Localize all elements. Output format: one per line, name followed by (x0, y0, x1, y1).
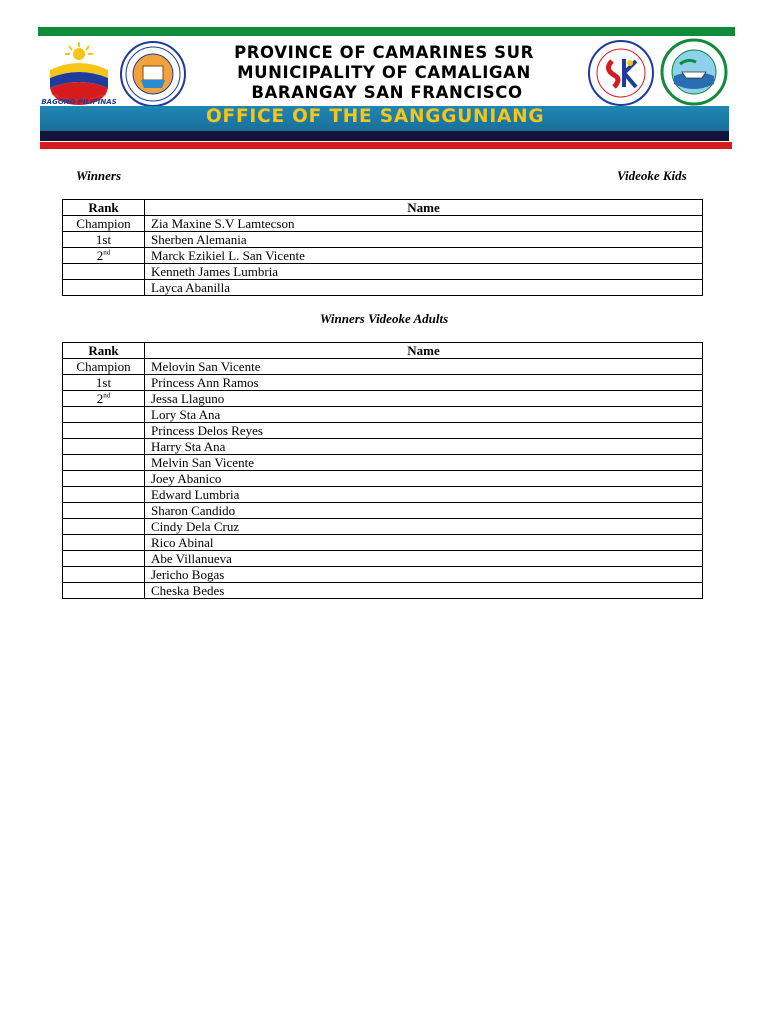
table-row (63, 216, 703, 232)
header-dark-band (40, 131, 729, 141)
rank-value: 2 (96, 248, 104, 263)
kids-category-label: Videoke Kids (617, 168, 687, 183)
name-cell: Joey Abanico (145, 471, 703, 487)
table-row (63, 519, 703, 535)
header-address (200, 43, 568, 103)
rank-cell (63, 487, 145, 503)
rank-cell (63, 359, 145, 375)
name-cell: Sharon Candido (145, 503, 703, 519)
rank-value: 1st (95, 375, 112, 390)
name-cell: Rico Abinal (145, 535, 703, 551)
rank-cell (63, 439, 145, 455)
rank-cell (63, 535, 145, 551)
logo-caption: BAGONG PILIPINAS (41, 98, 117, 106)
rank-value: Champion (76, 216, 131, 231)
rank-cell (63, 280, 145, 296)
kids-table-body (63, 216, 703, 296)
rank-value: 1st (95, 232, 112, 247)
header-top-stripe (38, 27, 735, 36)
rank-value: Champion (76, 359, 131, 374)
kids-winners-label: Winners (76, 168, 122, 183)
name-cell: Princess Ann Ramos (145, 375, 703, 391)
table-header-row (63, 343, 703, 359)
name-cell: Melovin San Vicente (145, 359, 703, 375)
table-row (63, 439, 703, 455)
name-cell: Cindy Dela Cruz (145, 519, 703, 535)
table-row (63, 567, 703, 583)
table-row (63, 535, 703, 551)
rank-header: Rank (63, 343, 145, 359)
name-cell: Zia Maxine S.V Lamtecson (145, 216, 703, 232)
name-cell: Harry Sta Ana (145, 439, 703, 455)
municipality-line: MUNICIPALITY OF CAMALIGAN (237, 63, 531, 82)
rank-cell (63, 391, 145, 407)
table-row (63, 248, 703, 264)
rank-value: 2 (96, 391, 104, 406)
table-row (63, 503, 703, 519)
sk-logo (586, 39, 656, 107)
barangay-line: BARANGAY SAN FRANCISCO (251, 83, 523, 102)
name-cell: Sherben Alemania (145, 232, 703, 248)
rank-header: Rank (63, 200, 145, 216)
header-red-band (40, 142, 732, 149)
table-row (63, 264, 703, 280)
table-row (63, 359, 703, 375)
table-row (63, 487, 703, 503)
name-cell: Princess Delos Reyes (145, 423, 703, 439)
barangay-seal (658, 38, 730, 106)
rank-cell (63, 455, 145, 471)
adults-table-body (63, 359, 703, 599)
rank-cell (63, 423, 145, 439)
table-row (63, 471, 703, 487)
table-header-row (63, 200, 703, 216)
name-cell: Lory Sta Ana (145, 407, 703, 423)
rank-cell (63, 519, 145, 535)
office-title-text: OFFICE OF THE SANGGUNIANG (206, 106, 545, 127)
name-cell: Edward Lumbria (145, 487, 703, 503)
name-cell: Abe Villanueva (145, 551, 703, 567)
rank-cell (63, 471, 145, 487)
name-cell: Kenneth James Lumbria (145, 264, 703, 280)
rank-ordinal-suffix: nd (103, 391, 111, 400)
name-header: Name (145, 343, 703, 359)
table-row (63, 280, 703, 296)
table-row (63, 407, 703, 423)
name-cell: Cheska Bedes (145, 583, 703, 599)
table-row (63, 232, 703, 248)
name-cell: Marck Ezikiel L. San Vicente (145, 248, 703, 264)
rank-cell (63, 567, 145, 583)
table-row (63, 423, 703, 439)
province-line: PROVINCE OF CAMARINES SUR (234, 43, 534, 62)
bagong-pilipinas-logo (40, 40, 118, 108)
rank-cell (63, 264, 145, 280)
kids-winners-table (62, 199, 703, 296)
rank-cell (63, 551, 145, 567)
rank-cell (63, 375, 145, 391)
rank-cell (63, 503, 145, 519)
table-row (63, 375, 703, 391)
rank-cell (63, 407, 145, 423)
name-cell: Melvin San Vicente (145, 455, 703, 471)
rank-cell (63, 583, 145, 599)
camaligan-seal (118, 40, 188, 108)
name-cell: Layca Abanilla (145, 280, 703, 296)
rank-ordinal-suffix: nd (103, 248, 111, 257)
adults-section-title: Winners Videoke Adults (319, 311, 449, 326)
table-row (63, 583, 703, 599)
rank-cell (63, 232, 145, 248)
name-header: Name (145, 200, 703, 216)
adults-winners-table (62, 342, 703, 599)
rank-cell (63, 248, 145, 264)
table-row (63, 551, 703, 567)
table-row (63, 391, 703, 407)
table-row (63, 455, 703, 471)
name-cell: Jessa Llaguno (145, 391, 703, 407)
rank-cell (63, 216, 145, 232)
name-cell: Jericho Bogas (145, 567, 703, 583)
